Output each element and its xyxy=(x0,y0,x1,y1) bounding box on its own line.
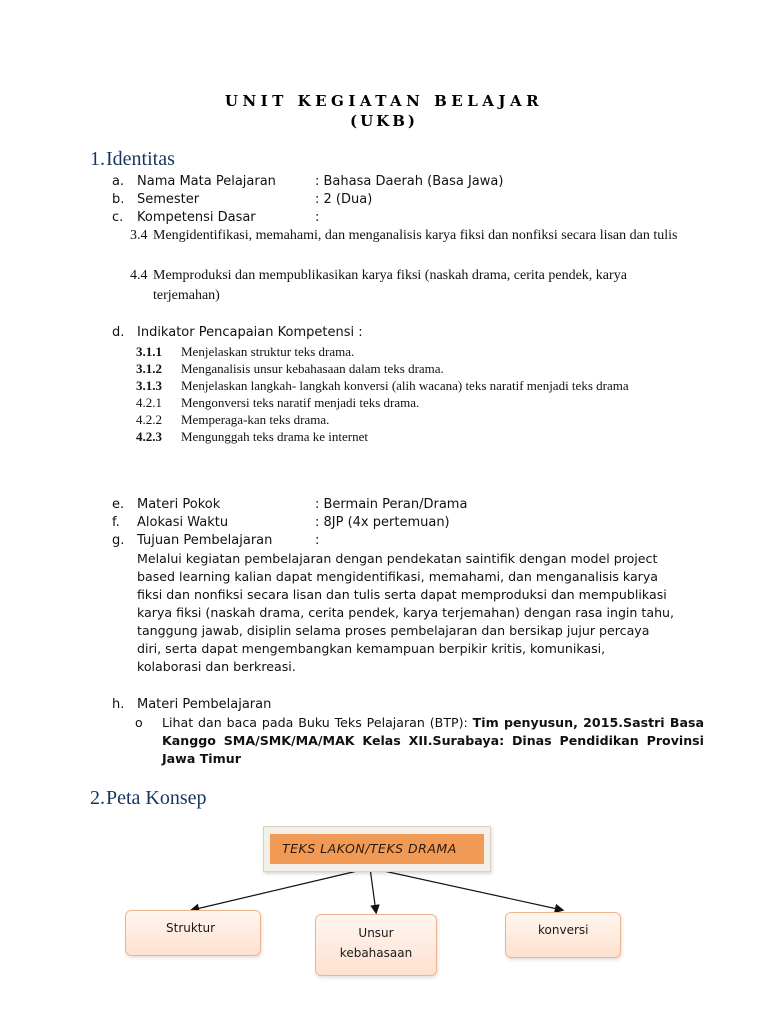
document-title: UNIT KEGIATAN BELAJAR xyxy=(224,92,544,110)
row-value: : Bermain Peran/Drama xyxy=(315,497,468,512)
kd-text: Mengidentifikasi, memahami, dan menganalisis karya fiksi dan nonfiksi secara lisan dan tulis xyxy=(153,228,678,243)
row-value: : Bahasa Daerah (Basa Jawa) xyxy=(315,174,504,189)
connector-konversi xyxy=(370,868,562,910)
paragraph-line: tanggung jawab, disiplin selama proses pembelajaran dan bersikap jujur percaya xyxy=(137,623,650,638)
kd-number: 3.4 xyxy=(130,228,148,243)
bullet-icon: o xyxy=(135,715,143,730)
paragraph-line: Melalui kegiatan pembelajaran dengan pendekatan saintifik dengan model project xyxy=(137,551,658,566)
indikator-text: Menganalisis unsur kebahasaan dalam teks drama. xyxy=(181,361,444,376)
row-letter: b. xyxy=(112,192,125,207)
connector-struktur xyxy=(192,868,370,910)
materi-text-bold: Tim penyusun, 2015.Sastri Basa Kanggo SMA/SMK/MA/MAK Kelas XII.Surabaya: Dinas Pendidikan Provinsi Jawa Timur xyxy=(162,715,704,766)
tujuan-paragraph xyxy=(137,550,677,676)
indikator-text: Memperaga-kan teks drama. xyxy=(181,412,330,427)
node-label: Unsur kebahasaan xyxy=(339,926,413,960)
row-letter: e. xyxy=(112,497,125,512)
indikator-code: 3.1.2 xyxy=(136,361,162,376)
section-title: Identitas xyxy=(106,148,175,170)
node-label: Struktur xyxy=(166,921,216,935)
row-label: Materi Pokok xyxy=(137,497,221,512)
row-label: Alokasi Waktu xyxy=(137,515,229,530)
row-value: : 8JP (4x pertemuan) xyxy=(315,515,450,530)
row-letter: h. xyxy=(112,697,125,712)
materi-text-plain: Lihat dan baca pada Buku Teks Pelajaran (BTP): xyxy=(162,715,473,730)
row-value: : 2 (Dua) xyxy=(315,192,373,207)
row-letter: c. xyxy=(112,210,124,225)
materi-text xyxy=(162,714,704,768)
concept-map-node-konversi xyxy=(505,912,621,958)
indikator-code: 3.1.3 xyxy=(136,378,162,393)
row-label: Nama Mata Pelajaran xyxy=(137,174,276,189)
indikator-text: Mengunggah teks drama ke internet xyxy=(181,429,368,444)
indikator-code: 4.2.1 xyxy=(136,395,162,410)
indikator-code: 3.1.1 xyxy=(136,344,162,359)
row-label: Semester xyxy=(137,192,200,207)
document-subtitle: (UKB) xyxy=(350,112,418,130)
row-letter: g. xyxy=(112,533,125,548)
concept-map-root xyxy=(263,826,491,872)
row-letter: f. xyxy=(112,515,120,530)
row-label: Kompetensi Dasar xyxy=(137,210,256,225)
indikator-text: Mengonversi teks naratif menjadi teks drama. xyxy=(181,395,420,410)
section-number: 2. xyxy=(90,787,105,809)
indikator-text: Menjelaskan struktur teks drama. xyxy=(181,344,355,359)
indikator-text: Menjelaskan langkah- langkah konversi (alih wacana) teks naratif menjadi teks drama xyxy=(181,378,629,393)
concept-map-node-struktur xyxy=(125,910,261,956)
row-label: Materi Pembelajaran xyxy=(137,697,272,712)
section-number: 1. xyxy=(90,148,105,170)
row-value: : xyxy=(315,210,320,225)
row-value: : xyxy=(315,533,320,548)
row-letter: d. xyxy=(112,325,125,340)
section-heading-identitas xyxy=(90,148,175,171)
paragraph-line: based learning kalian dapat mengidentifikasi, memahami, dan menganalisis karya xyxy=(137,569,659,584)
connector-unsur-kebahasaan xyxy=(370,868,376,912)
concept-map-root-label: TEKS LAKON/TEKS DRAMA xyxy=(270,834,484,864)
paragraph-line: diri, serta dapat mengembangkan kemampuan berpikir kritis, komunikasi, xyxy=(137,641,606,656)
paragraph-line: karya fiksi (naskah drama, cerita pendek, karya terjemahan) dengan rasa ingin tahu, xyxy=(137,605,675,620)
section-heading-peta-konsep xyxy=(90,787,207,810)
kd-number: 4.4 xyxy=(130,268,148,283)
section-title: Peta Konsep xyxy=(106,787,207,809)
node-label: konversi xyxy=(538,923,589,937)
indikator-code: 4.2.3 xyxy=(136,429,162,444)
kd-text: Memproduksi dan mempublikasikan karya fiksi (naskah drama, cerita pendek, karya terjemahan) xyxy=(153,268,627,303)
paragraph-line: fiksi dan nonfiksi secara lisan dan tulis serta dapat memproduksi dan mempublikasi xyxy=(137,587,667,602)
indikator-code: 4.2.2 xyxy=(136,412,162,427)
concept-map-node-unsur-kebahasaan xyxy=(315,914,437,976)
row-label: Tujuan Pembelajaran xyxy=(137,533,273,548)
row-label: Indikator Pencapaian Kompetensi : xyxy=(137,325,363,340)
row-letter: a. xyxy=(112,174,125,189)
paragraph-line: kolaborasi dan berkreasi. xyxy=(137,659,296,674)
